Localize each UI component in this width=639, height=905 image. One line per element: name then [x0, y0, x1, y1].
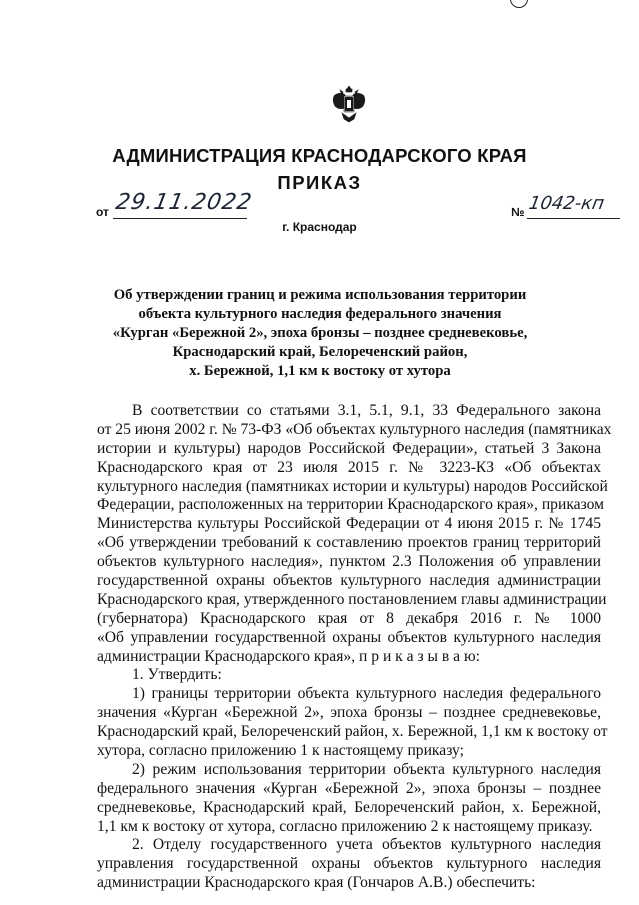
body-line: «Об утверждении требований к составлению проектов границ территорий: [97, 534, 601, 552]
title-line: х. Бережной, 1,1 км к востоку от хутора: [189, 363, 451, 379]
body-line: 2) режим использования территории объекта культурного наследия: [132, 760, 601, 778]
body-line: Краснодарского края, утвержденного постановлением главы администрации: [97, 590, 607, 608]
number-label: №: [511, 205, 525, 219]
body-line: культурного наследия (памятниках истории и культуры) народов Российской: [97, 477, 608, 495]
body-line: Министерства культуры Российской Федерации от 4 июня 2015 г. № 1745: [97, 515, 601, 533]
number-handwritten: 1042-кп: [527, 193, 606, 214]
body-line: объектов культурного наследия», пунктом 2.3 Положения об управлении: [97, 553, 601, 571]
body-line: хутора, согласно приложению 1 к настоящему приказу;: [97, 742, 464, 760]
city-label: г. Краснодар: [282, 220, 357, 234]
body-line-part: администрации Краснодарского края»,: [97, 647, 356, 665]
body-line: администрации Краснодарского края (Гончаров А.В.) обеспечить:: [97, 874, 536, 892]
document-body: [97, 402, 612, 893]
body-line: от 25 июня 2002 г. № 73-ФЗ «Об объектах культурного наследия (памятниках: [97, 420, 612, 438]
body-line: управления государственной охраны объектов культурного наследия: [97, 855, 601, 873]
body-line: (губернатора) Краснодарского края от 8 декабря 2016 г. № 1000: [97, 609, 601, 627]
body-line: истории и культуры) народов Российской Федерации», статьей 3 Закона: [97, 439, 601, 457]
coat-of-arms-icon: [328, 84, 370, 126]
date-handwritten: 29.11.2022: [113, 190, 255, 215]
title-line: «Курган «Бережной 2», эпоха бронзы – позднее средневековье,: [112, 325, 528, 341]
number-underline: [527, 218, 620, 219]
document-title: [100, 286, 540, 381]
body-line: Федерации, расположенных на территории Краснодарского края», приказом: [97, 496, 605, 514]
body-line: 1,1 км к востоку от хутора, согласно приложению 2 к настоящему приказу.: [97, 817, 593, 835]
body-line: В соответствии со статьями 3.1, 5.1, 9.1, 33 Федерального закона: [132, 402, 601, 419]
body-line: 1. Утвердить:: [132, 666, 222, 684]
title-line: Краснодарский край, Белореченский район,: [172, 344, 468, 360]
body-line: средневековье, Краснодарский край, Белореченский район, х. Бережной,: [97, 798, 601, 816]
body-line: Краснодарский край, Белореченский район, х. Бережной, 1,1 км к востоку от: [97, 723, 608, 741]
date-label: от: [96, 205, 109, 219]
order-verb: п р и к а з ы в а ю:: [359, 647, 480, 665]
date-underline: [113, 218, 247, 219]
body-line: значения «Курган «Бережной 2», эпоха бронзы – позднее средневековье,: [97, 704, 601, 722]
body-line: 2. Отделу государственного учета объектов культурного наследия: [132, 836, 601, 854]
document-type: ПРИКАЗ: [277, 172, 362, 193]
body-line: Краснодарского края от 23 июля 2015 г. № 3223-КЗ «Об объектах: [97, 458, 601, 476]
corner-circle-mark: [510, 0, 528, 8]
body-line: 1) границы территории объекта культурного наследия федерального: [132, 685, 601, 703]
body-line: федерального значения «Курган «Бережной 2», эпоха бронзы – позднее: [97, 779, 601, 797]
title-line: Об утверждении границ и режима использования территории: [113, 287, 527, 303]
body-line: государственной охраны объектов культурного наследия администрации: [97, 572, 601, 590]
body-line: [97, 648, 601, 667]
organization-title: АДМИНИСТРАЦИЯ КРАСНОДАРСКОГО КРАЯ: [112, 145, 527, 166]
title-line: объекта культурного наследия федерального значения: [138, 306, 502, 322]
body-line: «Об управлении государственной охраны объектов культурного наследия: [97, 628, 601, 646]
